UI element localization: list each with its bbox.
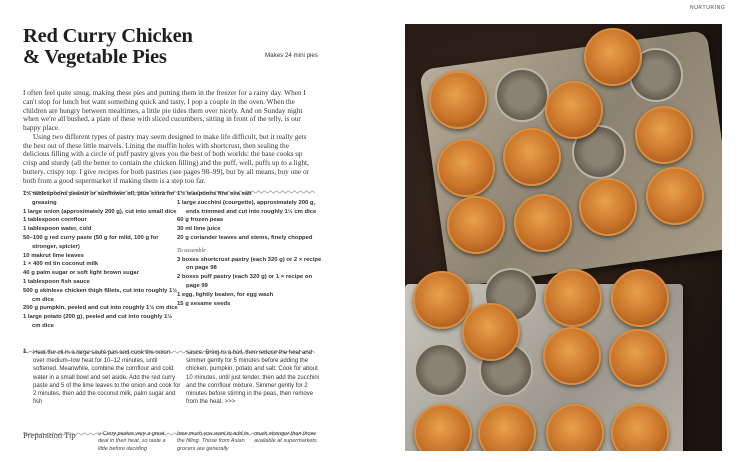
empty-muffin-hole [495,68,549,122]
intro-paragraph: I often feel quite smug, making these pies and putting them in the freezer for a rainy day. When I can't stop for lunch but want something quick and tasty, I pop a couple in the oven. When the children are hungry between mealtimes, a little pie tides them over nicely. And on Sunday night when we're all bushed, a plate of these with sliced cucumbers, sitting in front of the telly, is our happy place. [23,88,306,132]
step-number: 1 [23,349,27,355]
method-step-col-2: sauce. Bring to a boil, then reduce the heat and simmer gently for 5 minutes before adding the chicken, pumpkin, potato and salt. Cook for about 10 minutes, until just tender, then add the zucchini and the cornflour mixture. Simmer gently for 2 minutes before stirring in the peas, then remove from the heat. >>> [186,350,320,406]
running-head: NURTURING [690,5,726,11]
ingredient-item: 1 tablespoon fish sauce [23,278,90,285]
ingredient-item: 50–100 g red curry paste (50 g for mild, 100 g for stronger, spicier) [23,234,159,250]
recipe-title [23,26,193,68]
pie [646,167,704,225]
ingredient-item: 15 g sesame seeds [177,300,231,307]
pies-photo [405,24,722,451]
pie [462,303,520,361]
pie [514,194,572,252]
pie [429,71,487,129]
ingredient-item: 40 g palm sugar or soft light brown sugar [23,270,139,277]
pie [611,269,669,327]
intro-paragraph: Using two different types of pastry may seem designed to make life difficult, but it really gets the best out of these little marvels. Lining the muffin holes with shortcrust, then sealing the delicious filling with a circle of puff pastry gives you the best of both worlds: the base cooks up crisp and sturdy (all the better to contain the chicken filling) and the puff, well, puffs up to a light, buttery, crispy top. I give recipes for both pastries (see pages 98–99), but by all means, buy one or both from a good supermarket if making them is a step too far. [23,131,310,185]
ingredients-column-2 [177,190,327,308]
empty-muffin-hole [414,343,468,397]
ingredient-item: 1 tablespoon water, cold [23,226,92,233]
pie [437,139,495,197]
ingredient-item: 1 egg, lightly beaten, for egg wash [177,291,274,298]
pie [543,327,601,385]
ingredient-item: 30 ml lime juice [177,226,221,233]
ingredient-item: 1½ tablespoons peanut or sunflower oil, plus extra for greasing [23,191,175,206]
ingredient-item: 20 g coriander leaves and stems, finely chopped [177,234,313,241]
method-step-col-1: Heat the oil in a large sauté pan and cook the onion over medium–low heat for 10–12 minutes, until softened. Meanwhile, combine the cornflour and cold water in a small bowl and set aside. Add the red curry paste and 5 of the lime leaves to the onion and cook for 2 minutes, then add the coconut milk, palm sugar and fish [33,350,181,406]
ingredient-item: 60 g frozen peas [177,217,224,224]
pie [503,128,561,186]
tip-heading: Preparation Tip [23,430,76,440]
tip-text-2: how much you want to add to the filling. Those from Asian grocers are generally [177,431,249,452]
ingredient-item: 3 boxes shortcrust pastry (each 320 g) or 2 × recipe on page 98 [177,256,322,272]
ingredient-item: 1 large zucchini (courgette), approximately 200 g, ends trimmed and cut into roughly 1½ cm dice [177,199,317,215]
tip-text-3: much stronger than those available at supermarkets. [254,431,319,445]
assemble-heading: To assemble [177,247,206,254]
pie [413,271,471,329]
pie [545,81,603,139]
ingredient-item: 10 makrut lime leaves [23,252,84,259]
intro-text [23,89,315,185]
ingredient-item: 2 boxes puff pastry (each 320 g) or 1 × recipe on page 99 [177,274,313,289]
pie [544,269,602,327]
ingredient-item: 1 large onion (approximately 200 g), cut into small dice [23,208,177,215]
ingredient-item: 500 g skinless chicken thigh fillets, cut into roughly 1½ cm dice [23,287,178,303]
pie [447,196,505,254]
pie [635,106,693,164]
title-line-1: Red Curry Chicken [23,25,193,47]
pie [609,329,667,387]
recipe-yield: Makes 24 mini pies [265,52,318,59]
ingredient-item: 1 large potato (200 g), peeled and cut into roughly 1½ cm dice [23,314,173,329]
pie [584,28,642,86]
ingredient-item: 1 tablespoon cornflour [23,217,87,224]
tip-text-1: » Curry pastes vary a great deal in their heat, so taste a little before deciding [98,431,166,452]
ingredients-column-1 [23,190,178,331]
title-line-2: & Vegetable Pies [23,46,167,68]
ingredient-item: 200 g pumpkin, peeled and cut into roughly 1½ cm dice [23,305,178,312]
ingredient-item: 1 × 400 ml tin coconut milk [23,261,99,268]
ingredient-item: 1½ teaspoons fine sea salt [177,191,252,197]
pie [579,178,637,236]
